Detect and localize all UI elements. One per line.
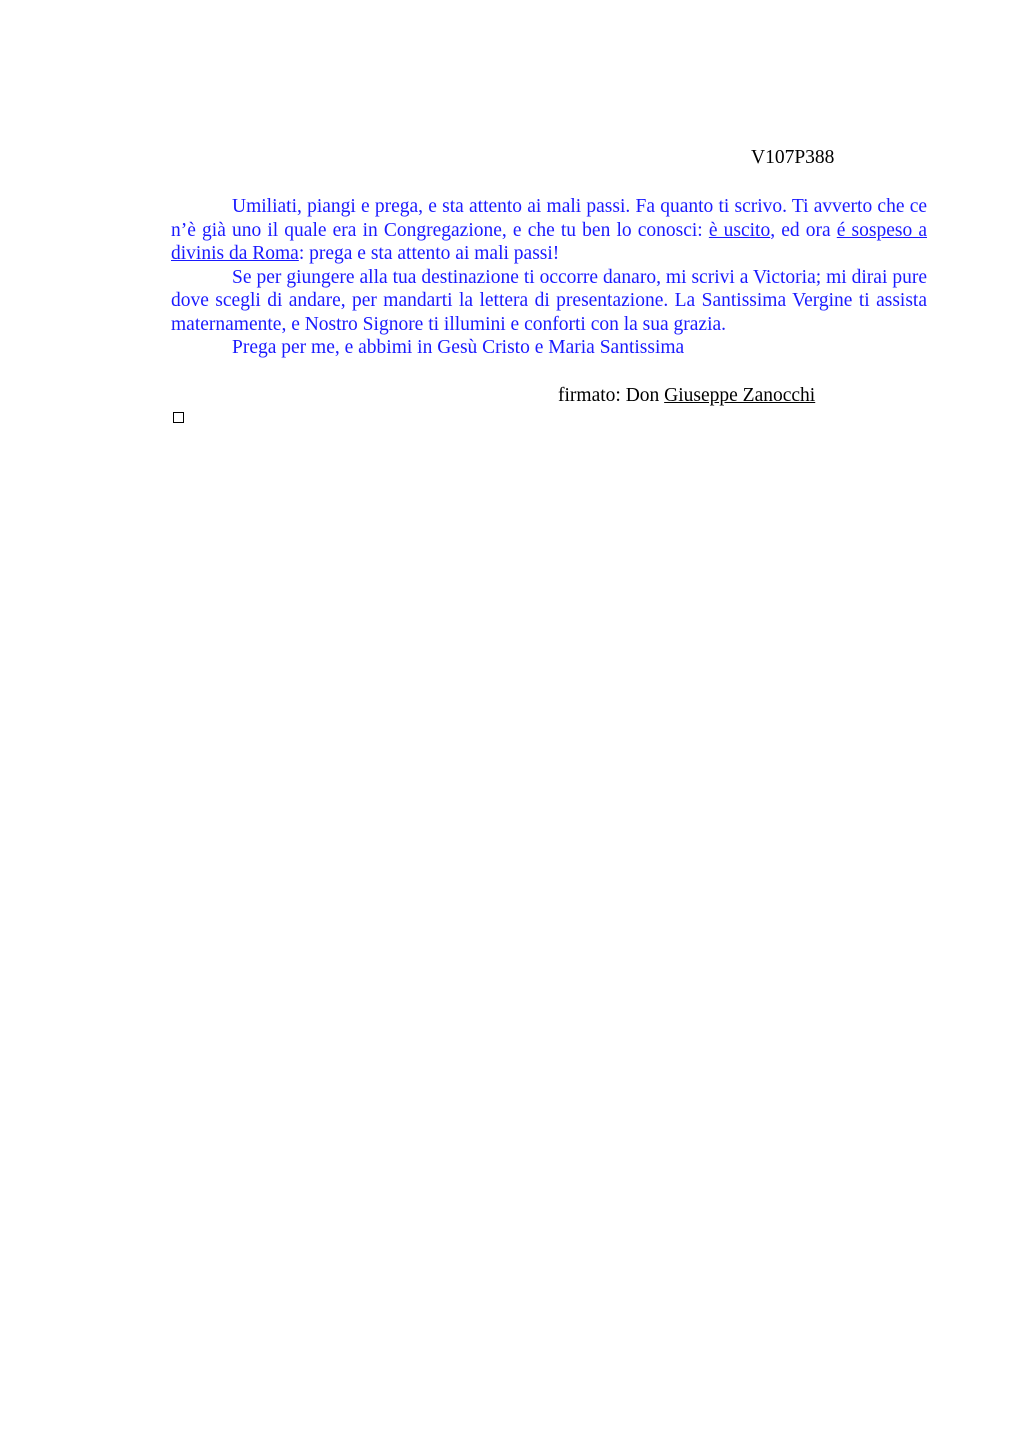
signature-name: Giuseppe Zanocchi [664, 385, 816, 406]
signature-prefix: firmato: Don [558, 385, 665, 406]
paragraph-1-text-a: Umiliati, piangi e prega, e sta attento ai mali passi. Fa quanto ti scrivo. Ti avverto che ce n’è già uno il quale era in Congregazione, e che tu ben lo conosci: [171, 196, 927, 241]
end-mark-box-icon [173, 412, 184, 423]
paragraph-2: Se per giungere alla tua destinazione ti occorre danaro, mi scrivi a Victoria; mi dirai pure dove scegli di andare, per mandarti la lettera di presentazione. La Santissima Vergine ti assista maternamente, e Nostro Signore ti illumini e conforti con la sua grazia. [171, 266, 927, 335]
signature-line [558, 384, 815, 408]
page-reference: V107P388 [751, 147, 835, 168]
underlined-phrase-uscito: è uscito [708, 219, 771, 241]
letter-body [171, 195, 927, 360]
paragraph-3: Prega per me, e abbimi in Gesù Cristo e Maria Santissima [232, 337, 685, 358]
paragraph-1-text-c: : prega e sta attento ai mali passi! [298, 243, 560, 264]
underlined-phrase-sospeso: é sospeso a divinis da Roma [171, 219, 928, 264]
paragraph-1-text-b: , ed ora [770, 219, 837, 241]
paragraph-1 [171, 195, 927, 266]
